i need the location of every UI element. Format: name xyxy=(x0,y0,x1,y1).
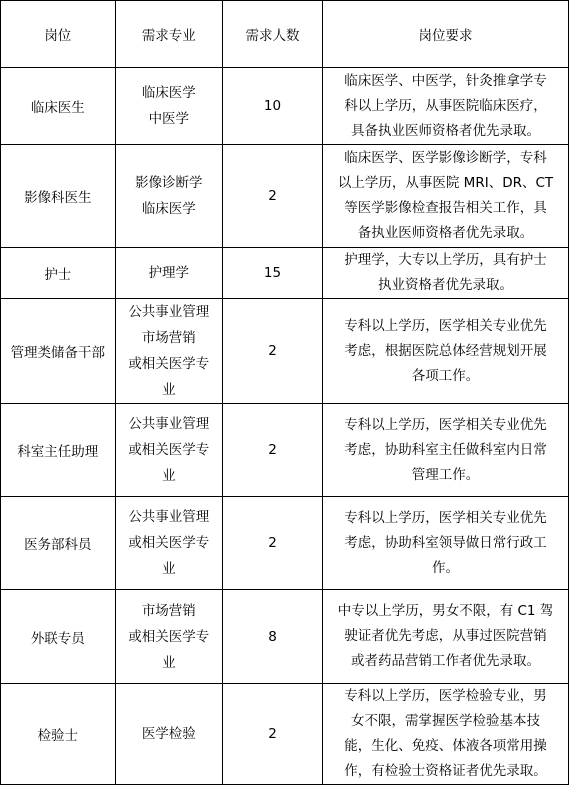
major-line: 市场营销 xyxy=(141,330,196,346)
position-cell: 护士 xyxy=(1,248,116,299)
major-line: 影像诊断学 xyxy=(135,175,203,191)
requirement-line: 或者药品营销工作者优先录取。 xyxy=(351,653,541,669)
table-row xyxy=(1,590,569,684)
major-line: 临床医学 xyxy=(141,201,196,217)
requirement-line: 中专以上学历，男女不限，有 C1 驾 xyxy=(337,603,554,619)
header-requirements: 岗位要求 xyxy=(323,1,569,68)
table-row xyxy=(1,68,569,145)
requirement-line: 考虑，根据医院总体经营规划开展 xyxy=(344,342,547,359)
requirement-line: 能，生化、免疫、体液各项常用操 xyxy=(344,738,547,754)
position-cell: 外联专员 xyxy=(1,590,116,684)
requirement-line: 考虑，协助科室领导做日常行政工 xyxy=(344,534,547,551)
requirement-line: 执业资格者优先录取。 xyxy=(378,277,514,293)
requirement-line: 专科以上学历，医学相关专业优先 xyxy=(344,509,547,526)
count-cell: 2 xyxy=(222,684,322,785)
major-line: 业 xyxy=(162,382,176,398)
position-cell: 影像科医生 xyxy=(1,145,116,248)
requirements-cell xyxy=(323,145,569,248)
major-line: 业 xyxy=(162,654,176,671)
major-cell xyxy=(115,497,222,590)
major-cell xyxy=(115,145,222,248)
major-line: 业 xyxy=(162,468,176,484)
table-header-row xyxy=(1,1,569,68)
requirement-line: 考虑，协助科室主任做科室内日常 xyxy=(344,441,547,458)
major-cell xyxy=(115,404,222,497)
requirements-cell xyxy=(323,684,569,785)
header-major: 需求专业 xyxy=(115,1,222,68)
count-cell: 10 xyxy=(222,68,322,145)
major-line: 或相关医学专 xyxy=(128,442,210,458)
table-row xyxy=(1,299,569,404)
major-line: 临床医学 xyxy=(141,85,196,101)
requirement-line: 专科以上学历，医学相关专业优先 xyxy=(344,416,547,433)
major-line: 市场营销 xyxy=(141,602,196,619)
position-cell: 医务部科员 xyxy=(1,497,116,590)
position-cell: 检验士 xyxy=(1,684,116,785)
major-line: 医学检验 xyxy=(141,726,196,742)
position-cell: 临床医生 xyxy=(1,68,116,145)
major-line: 公共事业管理 xyxy=(128,509,210,525)
requirement-line: 护理学，大专以上学历，具有护士 xyxy=(344,252,547,268)
major-line: 公共事业管理 xyxy=(128,416,210,432)
requirement-line: 女不限，需掌握医学检验基本技 xyxy=(351,713,541,729)
count-cell: 2 xyxy=(222,299,322,404)
table-row xyxy=(1,684,569,785)
count-cell: 2 xyxy=(222,404,322,497)
major-line: 公共事业管理 xyxy=(128,304,210,320)
major-cell xyxy=(115,590,222,684)
count-cell: 2 xyxy=(222,497,322,590)
position-cell: 科室主任助理 xyxy=(1,404,116,497)
requirement-line: 等医学影像检查报告相关工作，具 xyxy=(344,200,547,216)
count-cell: 8 xyxy=(222,590,322,684)
requirements-cell xyxy=(323,68,569,145)
major-cell xyxy=(115,684,222,785)
requirement-line: 作。 xyxy=(432,559,460,576)
requirements-cell xyxy=(323,497,569,590)
position-cell: 管理类储备干部 xyxy=(1,299,116,404)
major-cell xyxy=(115,68,222,145)
requirement-line: 具备执业医师资格者优先录取。 xyxy=(351,122,541,139)
header-position: 岗位 xyxy=(1,1,116,68)
requirements-cell xyxy=(323,299,569,404)
table-row xyxy=(1,497,569,590)
major-line: 或相关医学专 xyxy=(128,356,210,372)
requirement-line: 临床医学、医学影像诊断学，专科 xyxy=(344,150,547,166)
requirement-line: 专科以上学历，医学相关专业优先 xyxy=(344,317,547,334)
requirement-line: 备执业医师资格者优先录取。 xyxy=(357,225,534,241)
requirement-line: 驶证者优先考虑，从事过医院营销 xyxy=(344,628,547,644)
major-line: 或相关医学专 xyxy=(128,535,210,551)
major-cell xyxy=(115,299,222,404)
table-row xyxy=(1,248,569,299)
requirement-line: 各项工作。 xyxy=(411,367,480,384)
requirement-line: 作，有检验士资格证者优先录取。 xyxy=(344,763,547,779)
major-line: 业 xyxy=(162,561,176,577)
header-count: 需求人数 xyxy=(222,1,322,68)
requirement-line: 专科以上学历，医学检验专业，男 xyxy=(344,688,547,704)
major-line: 中医学 xyxy=(148,111,190,127)
major-cell xyxy=(115,248,222,299)
table-row xyxy=(1,404,569,497)
count-cell: 15 xyxy=(222,248,322,299)
requirements-cell xyxy=(323,404,569,497)
count-cell: 2 xyxy=(222,145,322,248)
requirements-cell xyxy=(323,248,569,299)
requirements-cell xyxy=(323,590,569,684)
requirement-line: 科以上学历，从事医院临床医疗， xyxy=(344,97,547,114)
requirement-line: 临床医学、中医学，针灸推拿学专 xyxy=(344,72,547,89)
major-line: 护理学 xyxy=(148,265,190,281)
requirement-line: 管理工作。 xyxy=(411,466,480,483)
major-line: 或相关医学专 xyxy=(128,628,210,645)
requirement-line: 以上学历，从事医院 MRI、DR、CT xyxy=(337,175,554,191)
table-row xyxy=(1,145,569,248)
